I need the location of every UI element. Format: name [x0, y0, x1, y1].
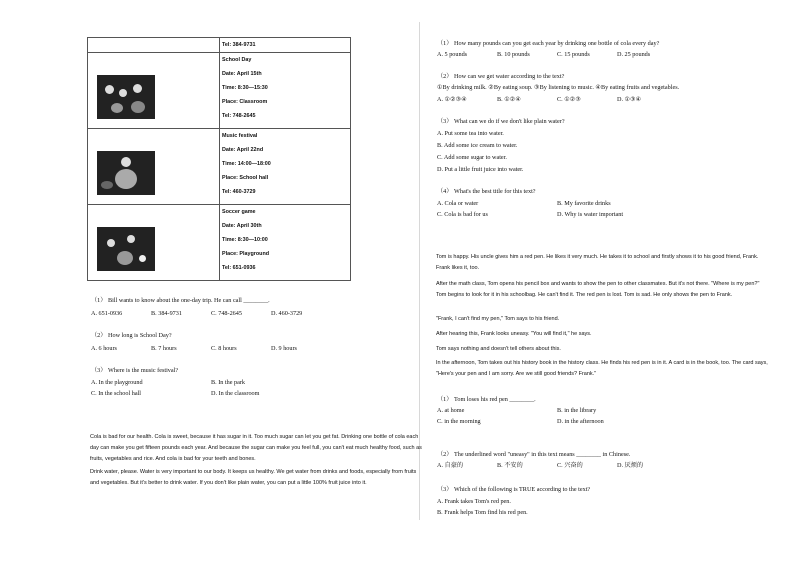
question-text: （4） What's the best title for this text?: [437, 188, 536, 195]
option-d: D. Put a little fruit juice into water.: [437, 166, 524, 173]
option-a: A. 651-0936: [91, 310, 123, 317]
event-date: Date: April 15th: [222, 71, 262, 77]
event-time: Time: 8:30—10:00: [222, 237, 268, 243]
question-text: （2） How long is School Day?: [91, 332, 172, 339]
option-c: C. Cola is bad for us: [437, 211, 488, 218]
option-c: C. 15 pounds: [557, 51, 590, 58]
question-text: （3） Where is the music festival?: [91, 367, 179, 374]
school-day-photo: [97, 75, 155, 119]
event-place: Place: Classroom: [222, 99, 268, 105]
event-photo-cell: [88, 53, 220, 129]
event-info: [220, 38, 351, 53]
option-d: D. 9 hours: [271, 345, 297, 352]
passage-paragraph: Cola is bad for our health. Cola is sweet, because it has sugar in it. Too much sugar can let you get fat. Drinking one bottle of cola each day can make you get fifteen pounds each year. And because the sugar can make you feel full, you can't eat much healthy food, such as fruits, vegetables and rice. And cola is bad for your teeth and bones.: [90, 434, 422, 462]
events-table: [87, 37, 351, 281]
event-time: Time: 14:00—18:00: [222, 161, 271, 167]
option-a: A. Cola or water: [437, 200, 479, 207]
passage-paragraph: "Frank, I can't find my pen," Tom says to his friend.: [436, 316, 560, 322]
music-festival-photo: [97, 151, 155, 195]
option-c: C. Add some sugar to water.: [437, 154, 507, 161]
passage-paragraph: In the afternoon, Tom takes out his history book in the history class. He finds his red pen is in it. A card is in the book, too. The card says, "Here's your pen and I am sorry. Are we still good friends? Frank.": [436, 360, 768, 377]
option-d: D. Why is water important: [557, 211, 624, 218]
option-b: B. ①②④: [497, 96, 521, 103]
event-tel: Tel: 748-2645: [222, 113, 256, 119]
question-text: （2） The underlined word "uneasy" in this text means ________ in Chinese.: [437, 451, 631, 458]
option-a: A. 6 hours: [91, 345, 117, 352]
event-photo-cell: [88, 129, 220, 205]
event-place: Place: Playground: [222, 251, 270, 257]
option-b: B. In the park: [211, 379, 246, 386]
option-b: B. 不安的: [497, 462, 523, 469]
option-b: B. Add some ice cream to water.: [437, 142, 518, 149]
event-tel: Tel: 460-3729: [222, 189, 256, 195]
option-c: C. ①②③: [557, 96, 581, 103]
event-music-festival: [220, 129, 351, 205]
question-text: （3） What can we do if we don't like plain water?: [437, 118, 565, 125]
event-date: Date: April 22nd: [222, 147, 264, 153]
option-a: A. 自豪的: [437, 462, 464, 469]
question-text: （1） Tom loses his red pen ________.: [437, 396, 536, 403]
option-c: C. 兴奋的: [557, 462, 583, 469]
question-choices: ①By drinking milk. ②By eating soup. ③By listening to music. ④By eating fruits and vegetables.: [437, 84, 680, 91]
option-b: B. 384-9731: [151, 310, 182, 317]
option-d: D. 25 pounds: [617, 51, 651, 58]
event-school-day: [220, 53, 351, 129]
option-a: A. In the playground: [91, 379, 143, 386]
option-d: D. ①③④: [617, 96, 642, 103]
question-text: （1） How many pounds can you get each year by drinking one bottle of cola every day?: [437, 40, 660, 47]
event-name: School Day: [222, 57, 252, 63]
events-image-cell: [88, 38, 220, 53]
question-text: （2） How can we get water according to the text?: [437, 73, 565, 80]
option-d: D. in the afternoon: [557, 418, 604, 425]
event-date: Date: April 30th: [222, 223, 262, 229]
passage-paragraph: After the math class, Tom opens his pencil box and wants to show the pen to other classmates. But it's not there. "Where is my pen?" Tom begins to look for it in his schoolbag. He can't find it. The red pen is lost. Tom is sad. He only shows the pen to Frank.: [436, 281, 760, 298]
event-soccer-game: [220, 205, 351, 281]
option-a: A. Put some tea into water.: [437, 130, 504, 137]
passage-paragraph: Tom is happy. His uncle gives him a red pen. He likes it very much. He takes it to school and firstly shows it to his good friend, Frank. Frank likes it, too.: [436, 254, 759, 271]
passage-paragraph: After hearing this, Frank looks uneasy. "You will find it," he says.: [436, 331, 592, 337]
passage-paragraph: Tom says nothing and doesn't tell others about this.: [436, 346, 561, 352]
event-place: Place: School hall: [222, 175, 269, 181]
option-b: B. in the library: [557, 407, 597, 414]
option-b: B. My favorite drinks: [557, 200, 611, 207]
event-time: Time: 8:30—15:30: [222, 85, 268, 91]
option-b: B. 7 hours: [151, 345, 177, 352]
option-c: C. 8 hours: [211, 345, 237, 352]
option-b: B. 10 pounds: [497, 51, 530, 58]
option-a: A. Frank takes Tom's red pen.: [437, 498, 511, 505]
option-c: C. in the morning: [437, 418, 481, 425]
option-c: C. 748-2645: [211, 310, 242, 317]
question-text: （3） Which of the following is TRUE according to the text?: [437, 486, 591, 493]
soccer-game-photo: [97, 227, 155, 271]
question-text: （1） Bill wants to know about the one-day trip. He can call ________.: [91, 297, 270, 304]
option-a: A. 5 pounds: [437, 51, 468, 58]
event-photo-cell: [88, 205, 220, 281]
option-d: D. 厌烦的: [617, 462, 644, 469]
passage-paragraph: Drink water, please. Water is very important to our body. It keeps us healthy. We get water from drinks and foods, especially from fruits and vegetables. But it's better to drink water. If you don't like plain water, you can put a little 100% fruit juice into it.: [90, 469, 417, 486]
option-a: A. at home: [437, 407, 465, 414]
option-d: D. 460-3729: [271, 310, 303, 317]
option-d: D. In the classroom: [211, 390, 260, 397]
event-tel: Tel: 384-9731: [222, 42, 256, 48]
event-name: Soccer game: [222, 209, 256, 215]
option-b: B. Frank helps Tom find his red pen.: [437, 509, 528, 516]
option-a: A. ①②③④: [437, 96, 467, 103]
option-c: C. In the school hall: [91, 390, 142, 397]
event-tel: Tel: 651-0936: [222, 265, 256, 271]
event-name: Music festival: [222, 133, 258, 139]
